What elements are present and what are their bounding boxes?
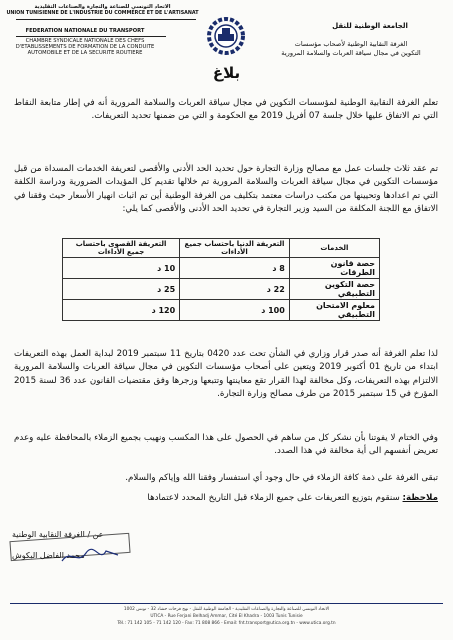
chamber-line-1: CHAMBRE SYNDICALE NATIONALE DES CHEFS (25, 38, 145, 44)
org-name-fr: UNION TUNISIENNE DE L'INDUSTRIE DU COMMERCE ET DE L'ARTISANAT (6, 11, 199, 16)
chamber-name-ar-2: التكوين في مجال سياقة العربات والسلامة المرورية (281, 49, 421, 57)
chamber-line-2: D'ETABLISSEMENTS DE FORMATION DE LA CONDUITE (15, 44, 155, 50)
table-cell: حصة قانون الطرقات (289, 258, 379, 279)
table-row (63, 258, 380, 279)
table-row (63, 300, 380, 321)
footer-address-ar: الاتحاد التونسي للصناعة والتجارة والصناعات التقليدية - الجامعة الوطنية للنقل - نهج فرحات حشاد 32 - تونس 1002 (123, 607, 330, 612)
table-header-min: التعريفة الدنيا باحتساب جميع الأداءات (180, 239, 290, 258)
utica-logo-icon (206, 16, 246, 56)
paragraph-availability: تبقى الغرفة على ذمة كافة الزملاء في حال وجود أي استفسار وفقنا الله وإياكم والسلام. (125, 473, 438, 483)
table-cell: 120 د (63, 300, 180, 321)
footer-contact: Tél.: 71 142 105 - 71 142 120 - Fax: 71 808 866 - Email: fnt.transport@utica.org.tn - www.utica.org.tn (117, 621, 336, 626)
header-rule-top (16, 19, 196, 20)
federation-name-fr: FEDERATION NATIONALE DU TRANSPORT (25, 28, 145, 34)
table-header-max: التعريفة القصوى باحتساب جميع الأداءات (63, 239, 180, 258)
note-text: سنقوم بتوزيع التعريفات على جميع الزملاء قبل التاريخ المحدد لاعتمادها (147, 493, 403, 503)
federation-name-ar: الجامعة الوطنية للنقل (332, 22, 408, 30)
signature-on-behalf: عن / الغرفة النقابية الوطنية (12, 530, 104, 539)
org-name-ar: الاتحاد التونسي للصناعة والتجارة والصناعات التقليدية (34, 4, 171, 10)
table-cell: 25 د (63, 279, 180, 300)
paragraph-intro: تعلم الغرفة النقابية الوطنية لمؤسسات التكوين في مجال سياقة العربات والسلامة المرورية أنه في إطار متابعة النقاط التي تم الاتفاق عليها خلال جلسة 07 أفريل 2019 مع الحكومة و التي من ضمنها تحديد التعريفات. (14, 98, 438, 122)
table-header-services: الخدمات (289, 239, 379, 258)
table-cell: حصة التكوين التطبيقي (289, 279, 379, 300)
handwritten-signature-icon (60, 545, 120, 567)
table-cell: 100 د (180, 300, 290, 321)
header-rule-mid (16, 36, 166, 37)
footer-address-fr: UTICA - Rue Ferjani Belhadj Ammar, Cité El Khadra - 1003 Tunis Tunisie (150, 614, 303, 619)
table-cell: 8 د (180, 258, 290, 279)
table-cell: معلوم الامتحان التطبيقي (289, 300, 379, 321)
chamber-name-ar-1: الغرفة النقابية الوطنية لأصحاب مؤسسات (294, 40, 408, 48)
table-row (63, 279, 380, 300)
paragraph-meetings: تم عقد ثلاث جلسات عمل مع مصالح وزارة التجارة حول تحديد الحد الأدنى والأقصى لتعريفة الخدمات المسداة من قبل مؤسسات التكوين في مجال سياقة العربات والسلامة المرورية تم خلالها تقديم كل المؤيدات الضرورية ودراسة الكلفة التي تم اعدادها وتحيينها من مكتب دراسات معتمد بتكليف من الغرفة الوطنية أين تم اثبات انهيار الأسعار حيث وفقنا في الاتفاق مع اللجنة المكلفة من السيد وزير التجارة في تحديد الحد الأدنى والأقصى كما يلي: (14, 164, 438, 215)
note-label: ملاحظة: (402, 493, 438, 503)
table-cell: 22 د (180, 279, 290, 300)
table-cell: 10 د (63, 258, 180, 279)
signature-name: محمد الفاضل البكوش (12, 551, 85, 560)
footer-rule (10, 603, 443, 604)
paragraph-decree: لذا تعلم الغرفة أنه صدر قرار وزاري في الشأن تحت عدد 0420 بتاريخ 11 سبتمبر 2019 لبداية العمل بهذه التعريفات ابتداء من تاريخ 01 أكتوبر 2019 ويتعين على أصحاب مؤسسات التكوين في مجال سياقة العربات والسلامة المرورية الالتزام بهذه التعريفات، وكل مخالفة لهذا القرار تقع معاينتها وتتبعها وزجرها وفق مقتضيات القانون عدد 36 لسنة 2015 المؤرخ في 15 سبتمبر 2015 من طرف مصالح وزارة التجارة. (14, 349, 439, 400)
page-title: بلاغ (212, 64, 241, 82)
note (14, 492, 438, 505)
chamber-line-3: AUTOMOBILE ET DE LA SECURITE ROUTIERE (27, 50, 143, 56)
tariff-table (62, 238, 380, 321)
paragraph-closing: وفي الختام لا يفوتنا بأن نشكر كل من ساهم في الحصول على هذا المكسب ونهيب بجميع الزملاء بالمحافظة عليه وعدم تعريض أنفسهم الى أية مخالفة في هذا الصدد. (14, 433, 438, 457)
table-header-row (63, 239, 380, 258)
